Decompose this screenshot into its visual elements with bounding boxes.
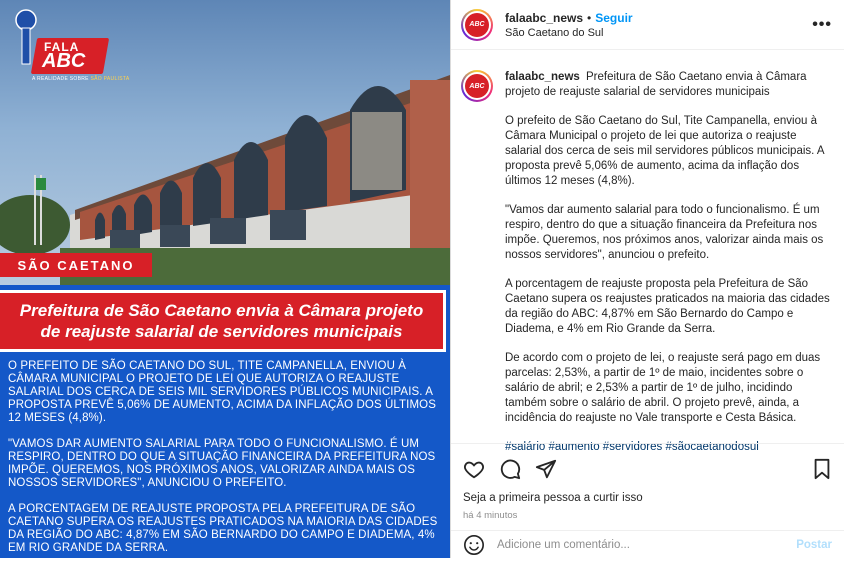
comment-input[interactable] bbox=[497, 539, 796, 551]
image-paragraph: O PREFEITO DE SÃO CAETANO DO SUL, TITE CAMPANELLA, ENVIOU À CÂMARA MUNICIPAL O PROJETO DE LEI QUE AUTORIZA O REAJUSTE SALARIAL DOS CERCA DE SEIS MIL SERVIDORES PÚBLICOS MUNICIPAIS. A PROPOSTA PREVÊ 5,06% DE AUMENTO, ACIMA DA INFLAÇÃO DOS ÚLTIMOS 12 MESES (4,8%). bbox=[8, 360, 436, 424]
image-headline-box bbox=[0, 290, 446, 352]
likes-text: Seja a primeira pessoa a curtir isso bbox=[463, 492, 643, 504]
location-link[interactable]: São Caetano do Sul bbox=[505, 26, 604, 39]
post-timestamp[interactable]: há 4 minutos bbox=[463, 510, 518, 521]
image-headline: Prefeitura de São Caetano envia à Câmara projeto de reajuste salarial de servidores municipais bbox=[19, 301, 424, 341]
caption-body bbox=[505, 70, 834, 469]
logo-fala-text: FALA bbox=[44, 40, 80, 54]
caption-paragraph: De acordo com o projeto de lei, o reajuste será pago em duas parcelas: 2,53%, a partir de 1º de maio, incidentes sobre o salário de abril; e 2,53% a partir de 1º de julho, incidindo também sobre o salário de abril. O projeto prevê, ainda, a incidência do reajuste no Vale transporte e Cesta Básica. bbox=[505, 352, 821, 424]
comment-icon[interactable] bbox=[499, 458, 521, 480]
follow-button[interactable]: Seguir bbox=[595, 10, 633, 25]
image-paragraph: A PORCENTAGEM DE REAJUSTE PROPOSTA PELA PREFEITURA DE SÃO CAETANO SUPERA OS REAJUSTES PRATICADOS NA MAIORIA DAS CIDADES DA REGIÃO DO ABC: 4,87% EM SÃO BERNARDO DO CAMPO E DIADEMA, 4% EM RIO GRANDE DA SERRA. bbox=[8, 503, 438, 554]
caption-area[interactable] bbox=[451, 60, 844, 453]
avatar[interactable]: ABC bbox=[461, 9, 493, 41]
image-paragraph: "VAMOS DAR AUMENTO SALARIAL PARA TODO O FUNCIONALISMO. É UM RESPIRO, DENTRO DO QUE A SITUAÇÃO FINANCEIRA DA PREFEITURA NOS IMPÕE. QUEREMOS, NOS PRÓXIMOS ANOS, VALORIZAR AINDA MAIS OS NOSSOS SERVIDORES", ANUNCIOU O PREFEITO. bbox=[8, 438, 436, 489]
post-header bbox=[451, 0, 844, 50]
caption-hashtags[interactable]: #salário #aumento #servidores #sãocaetanodosul bbox=[505, 441, 759, 453]
emoji-icon[interactable] bbox=[463, 534, 485, 556]
caption-paragraph: A porcentagem de reajuste proposta pela Prefeitura de São Caetano supera os reajustes praticados na maioria das cidades da região do ABC: 4,87% em São Bernardo do Campo e Diadema, e 4% em Rio Grande da Serra. bbox=[505, 278, 830, 335]
caption-title: Prefeitura de São Caetano envia à Câmara projeto de reajuste salarial de servidores municipais bbox=[505, 71, 807, 98]
header-username[interactable]: falaabc_news bbox=[505, 10, 584, 25]
fala-abc-logo bbox=[8, 8, 130, 82]
logo-tagline: A REALIDADE SOBRE SÃO PAULISTA bbox=[32, 76, 130, 82]
city-tag: SÃO CAETANO bbox=[0, 253, 152, 277]
heart-icon[interactable] bbox=[463, 458, 485, 480]
share-icon[interactable] bbox=[535, 458, 557, 480]
caption-avatar[interactable]: ABC bbox=[461, 70, 493, 102]
caption-paragraph: O prefeito de São Caetano do Sul, Tite Campanella, enviou à Câmara Municipal o projeto de lei que autoriza o reajuste salarial dos cerca de seis mil servidores públicos municipais. A proposta prevê 5,06% de aumento, acima da inflação dos últimos 12 meses (4,8%). bbox=[505, 115, 824, 187]
bookmark-icon[interactable] bbox=[812, 458, 832, 480]
comment-bar bbox=[451, 530, 844, 558]
image-body-text bbox=[8, 360, 444, 568]
logo-abc-text: ABC bbox=[42, 50, 86, 72]
action-bar bbox=[451, 443, 844, 521]
caption-username[interactable]: falaabc_news bbox=[505, 71, 580, 83]
separator-dot: • bbox=[587, 10, 592, 25]
caption-paragraph: "Vamos dar aumento salarial para todo o funcionalismo. É um respiro, dentro do que a situação financeira da Prefeitura nos impõe. Queremos, nos próximos anos, valorizar ainda mais os nossos servidores", anunciou o prefeito. bbox=[505, 204, 824, 261]
post-panel bbox=[450, 0, 844, 558]
more-horizontal-icon[interactable]: ••• bbox=[812, 15, 832, 33]
post-comment-button[interactable]: Postar bbox=[796, 538, 832, 551]
